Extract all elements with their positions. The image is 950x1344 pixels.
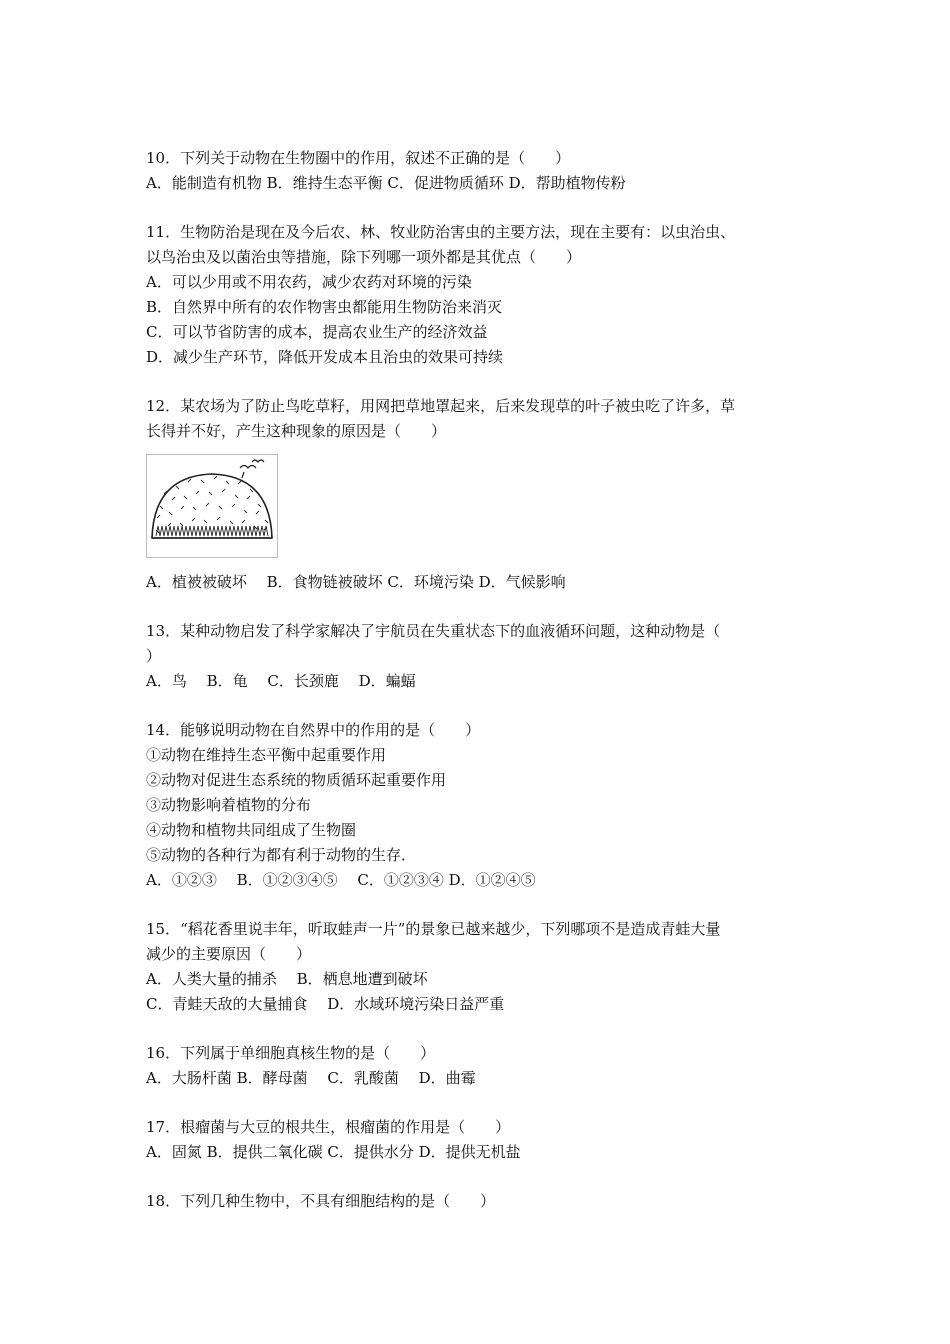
question-stem-cont: 长得并不好，产生这种现象的原因是（ ） [146,422,447,440]
question-13 [146,619,826,694]
question-options: A．①②③ B．①②③④⑤ C．①②③④ D．①②④⑤ [146,871,536,889]
question-options: A．能制造有机物 B．维持生态平衡 C．促进物质循环 D．帮助植物传粉 [146,174,626,192]
question-14 [146,718,826,893]
question-17 [146,1115,826,1165]
option-d: D．减少生产环节，降低开发成本且治虫的效果可持续 [146,348,504,366]
question-stem: 17．根瘤菌与大豆的根共生，根瘤菌的作用是（ ） [146,1118,511,1136]
statement-4: ④动物和植物共同组成了生物圈 [146,821,357,839]
statement-1: ①动物在维持生态平衡中起重要作用 [146,746,387,764]
statement-5: ⑤动物的各种行为都有利于动物的生存． [146,846,417,864]
option-c: C．可以节省防害的成本，提高农业生产的经济效益 [146,323,488,341]
question-stem: 10．下列关于动物在生物圈中的作用，叙述不正确的是（ ） [146,149,571,167]
question-options: A．鸟 B．龟 C．长颈鹿 D．蝙蝠 [146,672,416,690]
option-a: A．可以少用或不用农药，减少农药对环境的污染 [146,273,472,291]
question-stem: 18．下列几种生物中，不具有细胞结构的是（ ） [146,1192,496,1210]
question-options: A．大肠杆菌 B．酵母菌 C．乳酸菌 D．曲霉 [146,1069,476,1087]
question-stem: 15．“稻花香里说丰年，听取蛙声一片”的景象已越来越少，下列哪项不是造成青蛙大量 [146,920,721,938]
statement-3: ③动物影响着植物的分布 [146,796,312,814]
question-stem: 14．能够说明动物在自然界中的作用的是（ ） [146,721,481,739]
question-stem-cont: 以鸟治虫及以菌治虫等措施，除下列哪一项外都是其优点（ ） [146,248,582,266]
net-covered-grassland-figure [146,454,278,558]
question-options: A．植被被破坏 B．食物链被破坏 C．环境污染 D．气候影响 [146,573,566,591]
question-stem: 16．下列属于单细胞真核生物的是（ ） [146,1044,436,1062]
question-18 [146,1189,826,1214]
net-dome-drawing [146,454,278,558]
question-options-cont: C．青蛙天敌的大量捕食 D．水域环境污染日益严重 [146,995,505,1013]
question-12 [146,394,826,595]
question-stem: 11．生物防治是现在及今后农、林、牧业防治害虫的主要方法，现在主要有：以虫治虫、 [146,223,736,241]
question-11 [146,220,826,370]
question-16 [146,1041,826,1091]
question-stem-cont: ） [146,647,162,665]
question-options: A．固氮 B．提供二氧化碳 C．提供水分 D．提供无机盐 [146,1143,521,1161]
option-b: B．自然界中所有的农作物害虫都能用生物防治来消灭 [146,298,503,316]
question-15 [146,917,826,1017]
bird-icon [240,460,264,478]
question-stem: 13．某种动物启发了科学家解决了宇航员在失重状态下的血液循环问题，这种动物是（ [146,622,721,640]
statement-2: ②动物对促进生态系统的物质循环起重要作用 [146,771,447,789]
exam-page [146,146,826,1214]
question-options: A．人类大量的捕杀 B．栖息地遭到破坏 [146,970,428,988]
question-stem: 12．某农场为了防止鸟吃草籽，用网把草地罩起来，后来发现草的叶子被虫吃了许多，草 [146,397,736,415]
question-stem-cont: 减少的主要原因（ ） [146,945,312,963]
question-10 [146,146,826,196]
